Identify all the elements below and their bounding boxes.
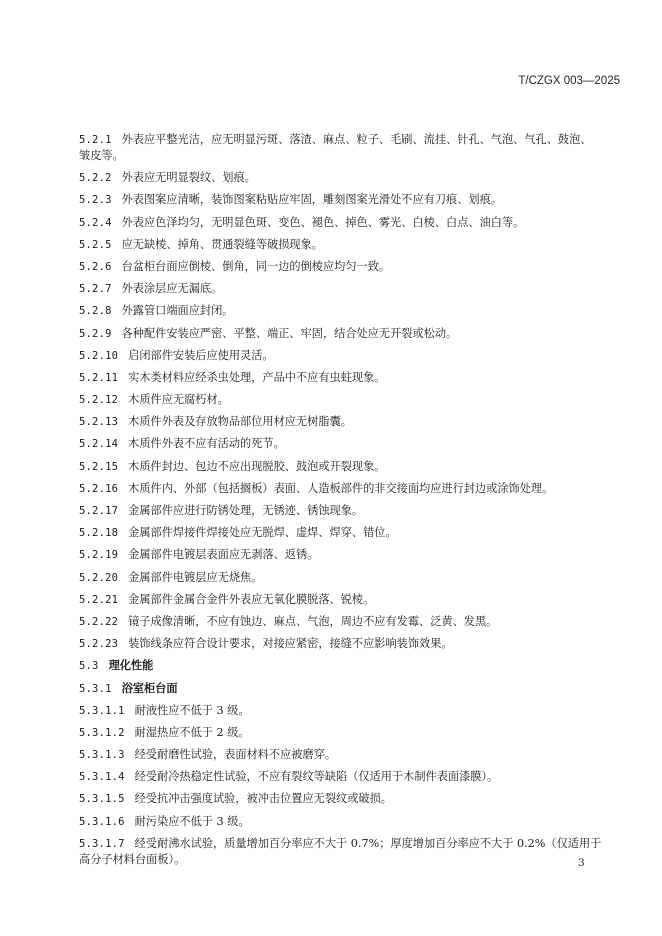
clause-text: 金属部件电镀层应无烧焦。 — [128, 570, 263, 584]
section-heading — [79, 658, 607, 674]
clause-text: 实木类材料应经杀虫处理，产品中不应有虫蛀现象。 — [128, 370, 386, 384]
clause-text: 木质件外表及存放物品部位用材应无树脂囊。 — [128, 415, 352, 429]
clause-number: 5.2.12 — [79, 394, 119, 407]
clause-number: 5.2.22 — [79, 615, 119, 628]
clause-item — [79, 414, 607, 430]
clause-item — [79, 170, 607, 186]
clause-number: 5.3.1.7 — [79, 837, 125, 850]
clause-number: 5.3.1.1 — [79, 704, 125, 717]
clause-text: 外表应平整光洁，应无明显污斑、落渣、麻点、粒子、毛刷、流挂、针孔、气泡、气孔、鼓泡、 皱皮等。 — [79, 133, 609, 162]
clause-number: 5.2.13 — [79, 416, 119, 429]
clause-item — [79, 481, 607, 497]
clause-number: 5.2.8 — [79, 305, 112, 318]
page-number: 3 — [578, 857, 585, 869]
clause-text: 金属部件应进行防锈处理，无锈迹、锈蚀现象。 — [128, 504, 364, 517]
clause-text: 耐湿热应不低于 2 级。 — [134, 725, 250, 739]
clause-number: 5.2.10 — [79, 349, 119, 362]
clause-number: 5.2.21 — [79, 593, 119, 606]
clause-item — [79, 703, 607, 719]
clause-text: 耐污染应不低于 3 级。 — [134, 814, 250, 828]
clause-number: 5.3 — [79, 660, 99, 673]
clause-number: 5.2.7 — [79, 283, 112, 296]
clause-number: 5.2.6 — [79, 260, 112, 273]
clause-text: 外表应色泽均匀，无明显色斑、变色、褪色、掉色、雾光、白棱、白点、油白等。 — [121, 215, 525, 229]
clause-item — [79, 614, 607, 630]
clause-item — [79, 791, 607, 807]
clause-item — [79, 525, 607, 541]
clause-text: 木质件内、外部（包括搁板）表面、人造板部件的非交接面均应进行封边或涂饰处理。 — [128, 481, 554, 495]
clause-item — [79, 303, 607, 319]
clause-item — [79, 636, 607, 652]
clause-text: 装饰线条应符合设计要求，对接应紧密，接缝不应影响装饰效果。 — [128, 637, 453, 651]
clause-text: 启闭部件安装后应使用灵活。 — [128, 348, 274, 362]
clause-item — [79, 281, 607, 297]
clause-text: 木质件应无腐朽材。 — [128, 393, 229, 407]
clause-text: 经受耐磨性试验，表面材料不应被磨穿。 — [134, 748, 337, 762]
clause-number: 5.2.4 — [79, 216, 112, 229]
clause-number: 5.2.11 — [79, 371, 119, 384]
clause-text: 金属部件金属合金件外表应无氧化膜脱落、锐棱。 — [128, 592, 375, 606]
clause-item — [79, 814, 607, 830]
clause-item — [79, 132, 607, 164]
clause-text: 浴室柜台面 — [121, 681, 178, 695]
clause-text: 外表应无明显裂纹、划痕。 — [121, 171, 256, 185]
clause-number: 5.2.14 — [79, 438, 119, 451]
clause-item — [79, 836, 607, 868]
clause-item — [79, 259, 607, 275]
clause-item — [79, 370, 607, 386]
clause-list — [79, 132, 607, 874]
clause-text: 外表涂层应无漏底。 — [121, 282, 223, 296]
clause-number: 5.3.1.6 — [79, 815, 125, 828]
document-code: T/CZGX 003—2025 — [518, 75, 620, 87]
clause-number: 5.3.1 — [79, 682, 112, 695]
clause-text: 经受耐冷热稳定性试验，不应有裂纹等缺陷（仅适用于木制件表面漆膜）。 — [134, 770, 499, 784]
clause-item — [79, 459, 607, 475]
clause-item — [79, 503, 607, 519]
clause-text: 外表图案应清晰，装饰图案粘贴应牢固，雕刻图案光滑处不应有刀痕、划痕。 — [121, 193, 502, 207]
clause-text: 理化性能 — [108, 659, 154, 673]
clause-text: 金属部件电镀层表面应无剥落、返锈。 — [128, 548, 319, 562]
clause-number: 5.2.23 — [79, 638, 119, 651]
clause-item — [79, 592, 607, 608]
clause-number: 5.2.1 — [79, 134, 112, 146]
section-heading — [79, 681, 607, 697]
clause-number: 5.2.20 — [79, 571, 119, 584]
clause-text: 木质件外表不应有活动的死节。 — [128, 437, 285, 451]
clause-text: 经受耐沸水试验，质量增加百分率应不大于 0.7%；厚度增加百分率应不大于 0.2%（仅适用于高分子材料台面板）。 — [79, 836, 602, 866]
clause-text: 金属部件焊接件焊接处应无脱焊、虚焊、焊穿、错位。 — [128, 526, 397, 540]
clause-number: 5.2.9 — [79, 327, 112, 340]
clause-item — [79, 747, 607, 763]
clause-number: 5.3.1.4 — [79, 771, 125, 784]
clause-item — [79, 348, 607, 364]
clause-number: 5.2.15 — [79, 460, 119, 473]
clause-text: 各种配件安装应严密、平整、端正、牢固，结合处应无开裂或松动。 — [121, 326, 458, 340]
clause-item — [79, 570, 607, 586]
clause-number: 5.2.16 — [79, 482, 119, 495]
clause-item — [79, 215, 607, 231]
clause-text: 木质件封边、包边不应出现脱胶、鼓泡或开裂现象。 — [128, 459, 386, 473]
clause-number: 5.2.19 — [79, 549, 119, 562]
clause-number: 5.2.2 — [79, 172, 112, 185]
clause-text: 经受抗冲击强度试验，被冲击位置应无裂纹或破损。 — [134, 792, 392, 806]
clause-text: 外露管口端面应封闭。 — [121, 304, 234, 318]
clause-text: 应无缺棱、掉角、贯通裂缝等破损现象。 — [121, 237, 323, 251]
clause-number: 5.2.17 — [79, 505, 119, 517]
clause-item — [79, 326, 607, 342]
clause-item — [79, 392, 607, 408]
clause-item — [79, 725, 607, 741]
clause-number: 5.2.5 — [79, 238, 112, 251]
clause-number: 5.3.1.2 — [79, 726, 125, 739]
clause-item — [79, 436, 607, 452]
clause-item — [79, 192, 607, 208]
clause-item — [79, 237, 607, 253]
clause-number: 5.3.1.5 — [79, 793, 125, 806]
clause-text: 镜子成像清晰，不应有蚀边、麻点、气泡，周边不应有发霉、泛黄、发黑。 — [128, 614, 498, 628]
clause-item — [79, 547, 607, 563]
clause-number: 5.3.1.3 — [79, 749, 125, 762]
clause-number: 5.2.18 — [79, 527, 119, 540]
clause-text: 台盆柜台面应倒棱、倒角，同一边的倒棱应均匀一致。 — [121, 259, 391, 273]
clause-item — [79, 769, 607, 785]
clause-number: 5.2.3 — [79, 194, 112, 207]
clause-text: 耐液性应不低于 3 级。 — [134, 703, 250, 717]
